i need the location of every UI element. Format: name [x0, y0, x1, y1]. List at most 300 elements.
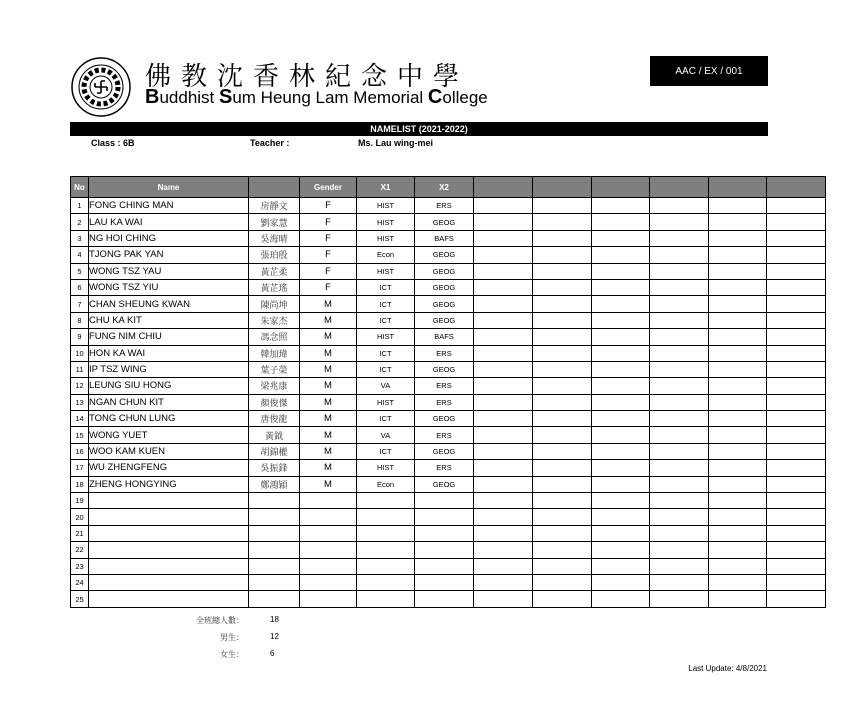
gender [300, 509, 357, 525]
elective-x2: GEOG [415, 247, 474, 263]
elective-x2: ERS [415, 460, 474, 476]
blank-cell [650, 279, 709, 295]
chinese-name: 吳海晴 [249, 230, 300, 246]
blank-cell [592, 361, 650, 377]
table-row [71, 378, 826, 394]
chinese-name [249, 591, 300, 607]
blank-cell [767, 558, 826, 574]
blank-cell [474, 378, 533, 394]
blank-cell [767, 296, 826, 312]
gender: M [300, 345, 357, 361]
elective-x1: HIST [357, 460, 415, 476]
blank-cell [767, 394, 826, 410]
row-number: 1 [71, 198, 89, 214]
blank-cell [767, 509, 826, 525]
row-number: 11 [71, 361, 89, 377]
gender: M [300, 312, 357, 328]
blank-cell [709, 230, 767, 246]
chinese-name [249, 509, 300, 525]
blank-cell [592, 296, 650, 312]
blank-cell [767, 214, 826, 230]
namelist-title-bar: NAMELIST (2021-2022) [70, 122, 768, 136]
row-number: 19 [71, 493, 89, 509]
blank-cell [533, 493, 592, 509]
blank-cell [709, 361, 767, 377]
student-name: WONG TSZ YIU [89, 279, 249, 295]
gender [300, 525, 357, 541]
blank-cell [533, 558, 592, 574]
row-number: 2 [71, 214, 89, 230]
col-header-blank [767, 177, 826, 198]
blank-cell [709, 198, 767, 214]
chinese-name: 黃鉞 [249, 427, 300, 443]
elective-x1: HIST [357, 214, 415, 230]
col-header-chinese-name [249, 177, 300, 198]
blank-cell [709, 296, 767, 312]
student-name: TJONG PAK YAN [89, 247, 249, 263]
blank-cell [474, 574, 533, 590]
blank-cell [709, 591, 767, 607]
chinese-name [249, 542, 300, 558]
blank-cell [767, 263, 826, 279]
blank-cell [709, 509, 767, 525]
chinese-name: 韓加瑋 [249, 345, 300, 361]
blank-cell [650, 460, 709, 476]
blank-cell [533, 247, 592, 263]
table-row [71, 263, 826, 279]
row-number: 15 [71, 427, 89, 443]
blank-cell [650, 493, 709, 509]
table-header-row [71, 177, 826, 198]
blank-cell [650, 214, 709, 230]
blank-cell [592, 329, 650, 345]
elective-x1: VA [357, 427, 415, 443]
blank-cell [767, 476, 826, 492]
col-header-name: Name [89, 177, 249, 198]
summary-female-label: 女生： [220, 650, 244, 659]
col-header-blank [592, 177, 650, 198]
blank-cell [767, 460, 826, 476]
elective-x2: ERS [415, 198, 474, 214]
blank-cell [474, 230, 533, 246]
blank-cell [533, 509, 592, 525]
blank-cell [767, 312, 826, 328]
gender: M [300, 427, 357, 443]
gender: M [300, 476, 357, 492]
col-header-blank [474, 177, 533, 198]
table-row [71, 591, 826, 607]
blank-cell [474, 525, 533, 541]
elective-x1: HIST [357, 329, 415, 345]
blank-cell [592, 247, 650, 263]
row-number: 12 [71, 378, 89, 394]
reference-code: AAC / EX / 001 [650, 56, 768, 86]
blank-cell [592, 394, 650, 410]
gender [300, 493, 357, 509]
table-row [71, 443, 826, 459]
blank-cell [767, 198, 826, 214]
blank-cell [592, 558, 650, 574]
gender: F [300, 247, 357, 263]
blank-cell [533, 476, 592, 492]
blank-cell [474, 476, 533, 492]
gender: M [300, 394, 357, 410]
blank-cell [592, 345, 650, 361]
blank-cell [709, 493, 767, 509]
blank-cell [767, 329, 826, 345]
elective-x1: ICT [357, 361, 415, 377]
blank-cell [592, 279, 650, 295]
table-row [71, 525, 826, 541]
table-row [71, 542, 826, 558]
summary-male-label: 男生： [220, 633, 244, 642]
elective-x1: HIST [357, 230, 415, 246]
table-row [71, 329, 826, 345]
blank-cell [592, 542, 650, 558]
school-name-english: Buddhist Sum Heung Lam Memorial College [145, 86, 488, 108]
student-name: HON KA WAI [89, 345, 249, 361]
blank-cell [767, 279, 826, 295]
elective-x2 [415, 509, 474, 525]
chinese-name: 鄭鴻穎 [249, 476, 300, 492]
elective-x2: ERS [415, 427, 474, 443]
student-name [89, 525, 249, 541]
summary-female [180, 649, 300, 661]
blank-cell [650, 329, 709, 345]
blank-cell [709, 460, 767, 476]
elective-x2 [415, 525, 474, 541]
blank-cell [592, 378, 650, 394]
elective-x2: GEOG [415, 296, 474, 312]
elective-x2: GEOG [415, 411, 474, 427]
blank-cell [474, 247, 533, 263]
gender: M [300, 329, 357, 345]
blank-cell [474, 329, 533, 345]
blank-cell [533, 542, 592, 558]
blank-cell [533, 460, 592, 476]
blank-cell [474, 312, 533, 328]
table-row [71, 279, 826, 295]
chinese-name: 唐俊龍 [249, 411, 300, 427]
gender [300, 558, 357, 574]
blank-cell [767, 378, 826, 394]
blank-cell [650, 361, 709, 377]
row-number: 8 [71, 312, 89, 328]
chinese-name: 朱家杰 [249, 312, 300, 328]
student-name: ZHENG HONGYING [89, 476, 249, 492]
blank-cell [767, 427, 826, 443]
student-name [89, 542, 249, 558]
elective-x1 [357, 525, 415, 541]
blank-cell [533, 591, 592, 607]
blank-cell [709, 345, 767, 361]
blank-cell [592, 493, 650, 509]
student-name: FONG CHING MAN [89, 198, 249, 214]
chinese-name: 黃芷瑤 [249, 279, 300, 295]
gender: M [300, 361, 357, 377]
chinese-name: 馮念照 [249, 329, 300, 345]
col-header-no: No [71, 177, 89, 198]
student-name [89, 574, 249, 590]
elective-x2: ERS [415, 378, 474, 394]
gender [300, 591, 357, 607]
row-number: 7 [71, 296, 89, 312]
table-row [71, 296, 826, 312]
gender: F [300, 198, 357, 214]
table-row [71, 312, 826, 328]
blank-cell [650, 525, 709, 541]
blank-cell [767, 574, 826, 590]
gender: F [300, 230, 357, 246]
blank-cell [474, 279, 533, 295]
elective-x2: ERS [415, 345, 474, 361]
table-row [71, 558, 826, 574]
row-number: 16 [71, 443, 89, 459]
blank-cell [709, 378, 767, 394]
blank-cell [533, 427, 592, 443]
elective-x1 [357, 542, 415, 558]
blank-cell [533, 525, 592, 541]
summary-total [180, 615, 300, 627]
row-number: 22 [71, 542, 89, 558]
blank-cell [474, 591, 533, 607]
row-number: 5 [71, 263, 89, 279]
table-row [71, 574, 826, 590]
blank-cell [533, 411, 592, 427]
chinese-name: 陳尚坤 [249, 296, 300, 312]
gender [300, 574, 357, 590]
gender: M [300, 411, 357, 427]
row-number: 21 [71, 525, 89, 541]
blank-cell [650, 476, 709, 492]
chinese-name: 張珀殷 [249, 247, 300, 263]
col-header-x2: X2 [415, 177, 474, 198]
table-row [71, 247, 826, 263]
blank-cell [592, 427, 650, 443]
elective-x2: BAFS [415, 230, 474, 246]
elective-x2: GEOG [415, 263, 474, 279]
blank-cell [767, 411, 826, 427]
blank-cell [592, 443, 650, 459]
student-name [89, 493, 249, 509]
elective-x1: ICT [357, 296, 415, 312]
blank-cell [474, 460, 533, 476]
col-header-blank [533, 177, 592, 198]
blank-cell [533, 345, 592, 361]
student-name [89, 509, 249, 525]
table-row [71, 394, 826, 410]
table-row [71, 460, 826, 476]
blank-cell [533, 296, 592, 312]
blank-cell [650, 443, 709, 459]
elective-x2 [415, 493, 474, 509]
elective-x1 [357, 558, 415, 574]
blank-cell [767, 591, 826, 607]
blank-cell [533, 394, 592, 410]
elective-x2 [415, 574, 474, 590]
blank-cell [709, 525, 767, 541]
row-number: 17 [71, 460, 89, 476]
student-name: CHU KA KIT [89, 312, 249, 328]
chinese-name: 葉子榮 [249, 361, 300, 377]
elective-x1: HIST [357, 198, 415, 214]
chinese-name: 梁兆康 [249, 378, 300, 394]
elective-x1 [357, 574, 415, 590]
elective-x1 [357, 591, 415, 607]
blank-cell [474, 214, 533, 230]
table-row [71, 214, 826, 230]
chinese-name: 劉家慧 [249, 214, 300, 230]
blank-cell [592, 411, 650, 427]
blank-cell [650, 247, 709, 263]
chinese-name [249, 558, 300, 574]
elective-x1: ICT [357, 411, 415, 427]
namelist-table [70, 176, 826, 608]
row-number: 18 [71, 476, 89, 492]
row-number: 23 [71, 558, 89, 574]
blank-cell [709, 411, 767, 427]
elective-x2: GEOG [415, 279, 474, 295]
chinese-name: 顏俊傑 [249, 394, 300, 410]
blank-cell [650, 558, 709, 574]
gender: F [300, 279, 357, 295]
blank-cell [474, 296, 533, 312]
blank-cell [650, 509, 709, 525]
blank-cell [533, 329, 592, 345]
blank-cell [533, 279, 592, 295]
row-number: 13 [71, 394, 89, 410]
row-number: 6 [71, 279, 89, 295]
blank-cell [592, 263, 650, 279]
col-header-blank [709, 177, 767, 198]
blank-cell [592, 591, 650, 607]
blank-cell [650, 296, 709, 312]
blank-cell [592, 214, 650, 230]
blank-cell [474, 443, 533, 459]
col-header-gender: Gender [300, 177, 357, 198]
student-name: WOO KAM KUEN [89, 443, 249, 459]
blank-cell [592, 460, 650, 476]
table-row [71, 493, 826, 509]
blank-cell [474, 411, 533, 427]
elective-x2: BAFS [415, 329, 474, 345]
blank-cell [767, 345, 826, 361]
chinese-name: 房靜文 [249, 198, 300, 214]
blank-cell [709, 263, 767, 279]
table-row [71, 476, 826, 492]
blank-cell [650, 574, 709, 590]
summary-male-value: 12 [270, 632, 279, 641]
blank-cell [767, 542, 826, 558]
blank-cell [474, 493, 533, 509]
blank-cell [533, 263, 592, 279]
blank-cell [533, 230, 592, 246]
student-name [89, 591, 249, 607]
blank-cell [474, 558, 533, 574]
row-number: 25 [71, 591, 89, 607]
teacher-label: Teacher : [250, 138, 290, 148]
chinese-name: 胡錦權 [249, 443, 300, 459]
student-name: NG HOI CHING [89, 230, 249, 246]
student-name: WU ZHENGFENG [89, 460, 249, 476]
elective-x1 [357, 509, 415, 525]
teacher-name: Ms. Lau wing-mei [358, 138, 434, 148]
student-name: NGAN CHUN KIT [89, 394, 249, 410]
row-number: 20 [71, 509, 89, 525]
blank-cell [533, 312, 592, 328]
blank-cell [592, 476, 650, 492]
blank-cell [650, 312, 709, 328]
elective-x1: ICT [357, 312, 415, 328]
table-row [71, 345, 826, 361]
row-number: 9 [71, 329, 89, 345]
blank-cell [592, 198, 650, 214]
gender: F [300, 263, 357, 279]
blank-cell [767, 443, 826, 459]
chinese-name [249, 574, 300, 590]
row-number: 4 [71, 247, 89, 263]
elective-x1: Econ [357, 476, 415, 492]
table-row [71, 509, 826, 525]
table-row [71, 361, 826, 377]
elective-x1: ICT [357, 345, 415, 361]
blank-cell [767, 525, 826, 541]
blank-cell [709, 574, 767, 590]
gender: M [300, 460, 357, 476]
row-number: 24 [71, 574, 89, 590]
blank-cell [709, 542, 767, 558]
student-name: CHAN SHEUNG KWAN [89, 296, 249, 312]
elective-x2 [415, 542, 474, 558]
blank-cell [650, 378, 709, 394]
elective-x2: ERS [415, 394, 474, 410]
row-number: 3 [71, 230, 89, 246]
blank-cell [650, 394, 709, 410]
elective-x2: GEOG [415, 476, 474, 492]
blank-cell [474, 427, 533, 443]
blank-cell [650, 230, 709, 246]
gender [300, 542, 357, 558]
blank-cell [650, 345, 709, 361]
elective-x2: GEOG [415, 312, 474, 328]
elective-x1: HIST [357, 263, 415, 279]
elective-x1: Econ [357, 247, 415, 263]
elective-x1: HIST [357, 394, 415, 410]
blank-cell [709, 312, 767, 328]
blank-cell [767, 247, 826, 263]
chinese-name: 吳振鋒 [249, 460, 300, 476]
blank-cell [650, 198, 709, 214]
chinese-name [249, 525, 300, 541]
blank-cell [592, 525, 650, 541]
gender: M [300, 296, 357, 312]
student-name: LEUNG SIU HONG [89, 378, 249, 394]
blank-cell [767, 361, 826, 377]
blank-cell [709, 558, 767, 574]
class-label: Class : 6B [91, 138, 135, 148]
elective-x2: GEOG [415, 443, 474, 459]
elective-x1: ICT [357, 443, 415, 459]
table-row [71, 411, 826, 427]
gender: M [300, 378, 357, 394]
student-name: IP TSZ WING [89, 361, 249, 377]
blank-cell [650, 411, 709, 427]
summary-female-value: 6 [270, 649, 275, 658]
elective-x1: VA [357, 378, 415, 394]
student-name: TONG CHUN LUNG [89, 411, 249, 427]
blank-cell [709, 279, 767, 295]
elective-x2 [415, 558, 474, 574]
